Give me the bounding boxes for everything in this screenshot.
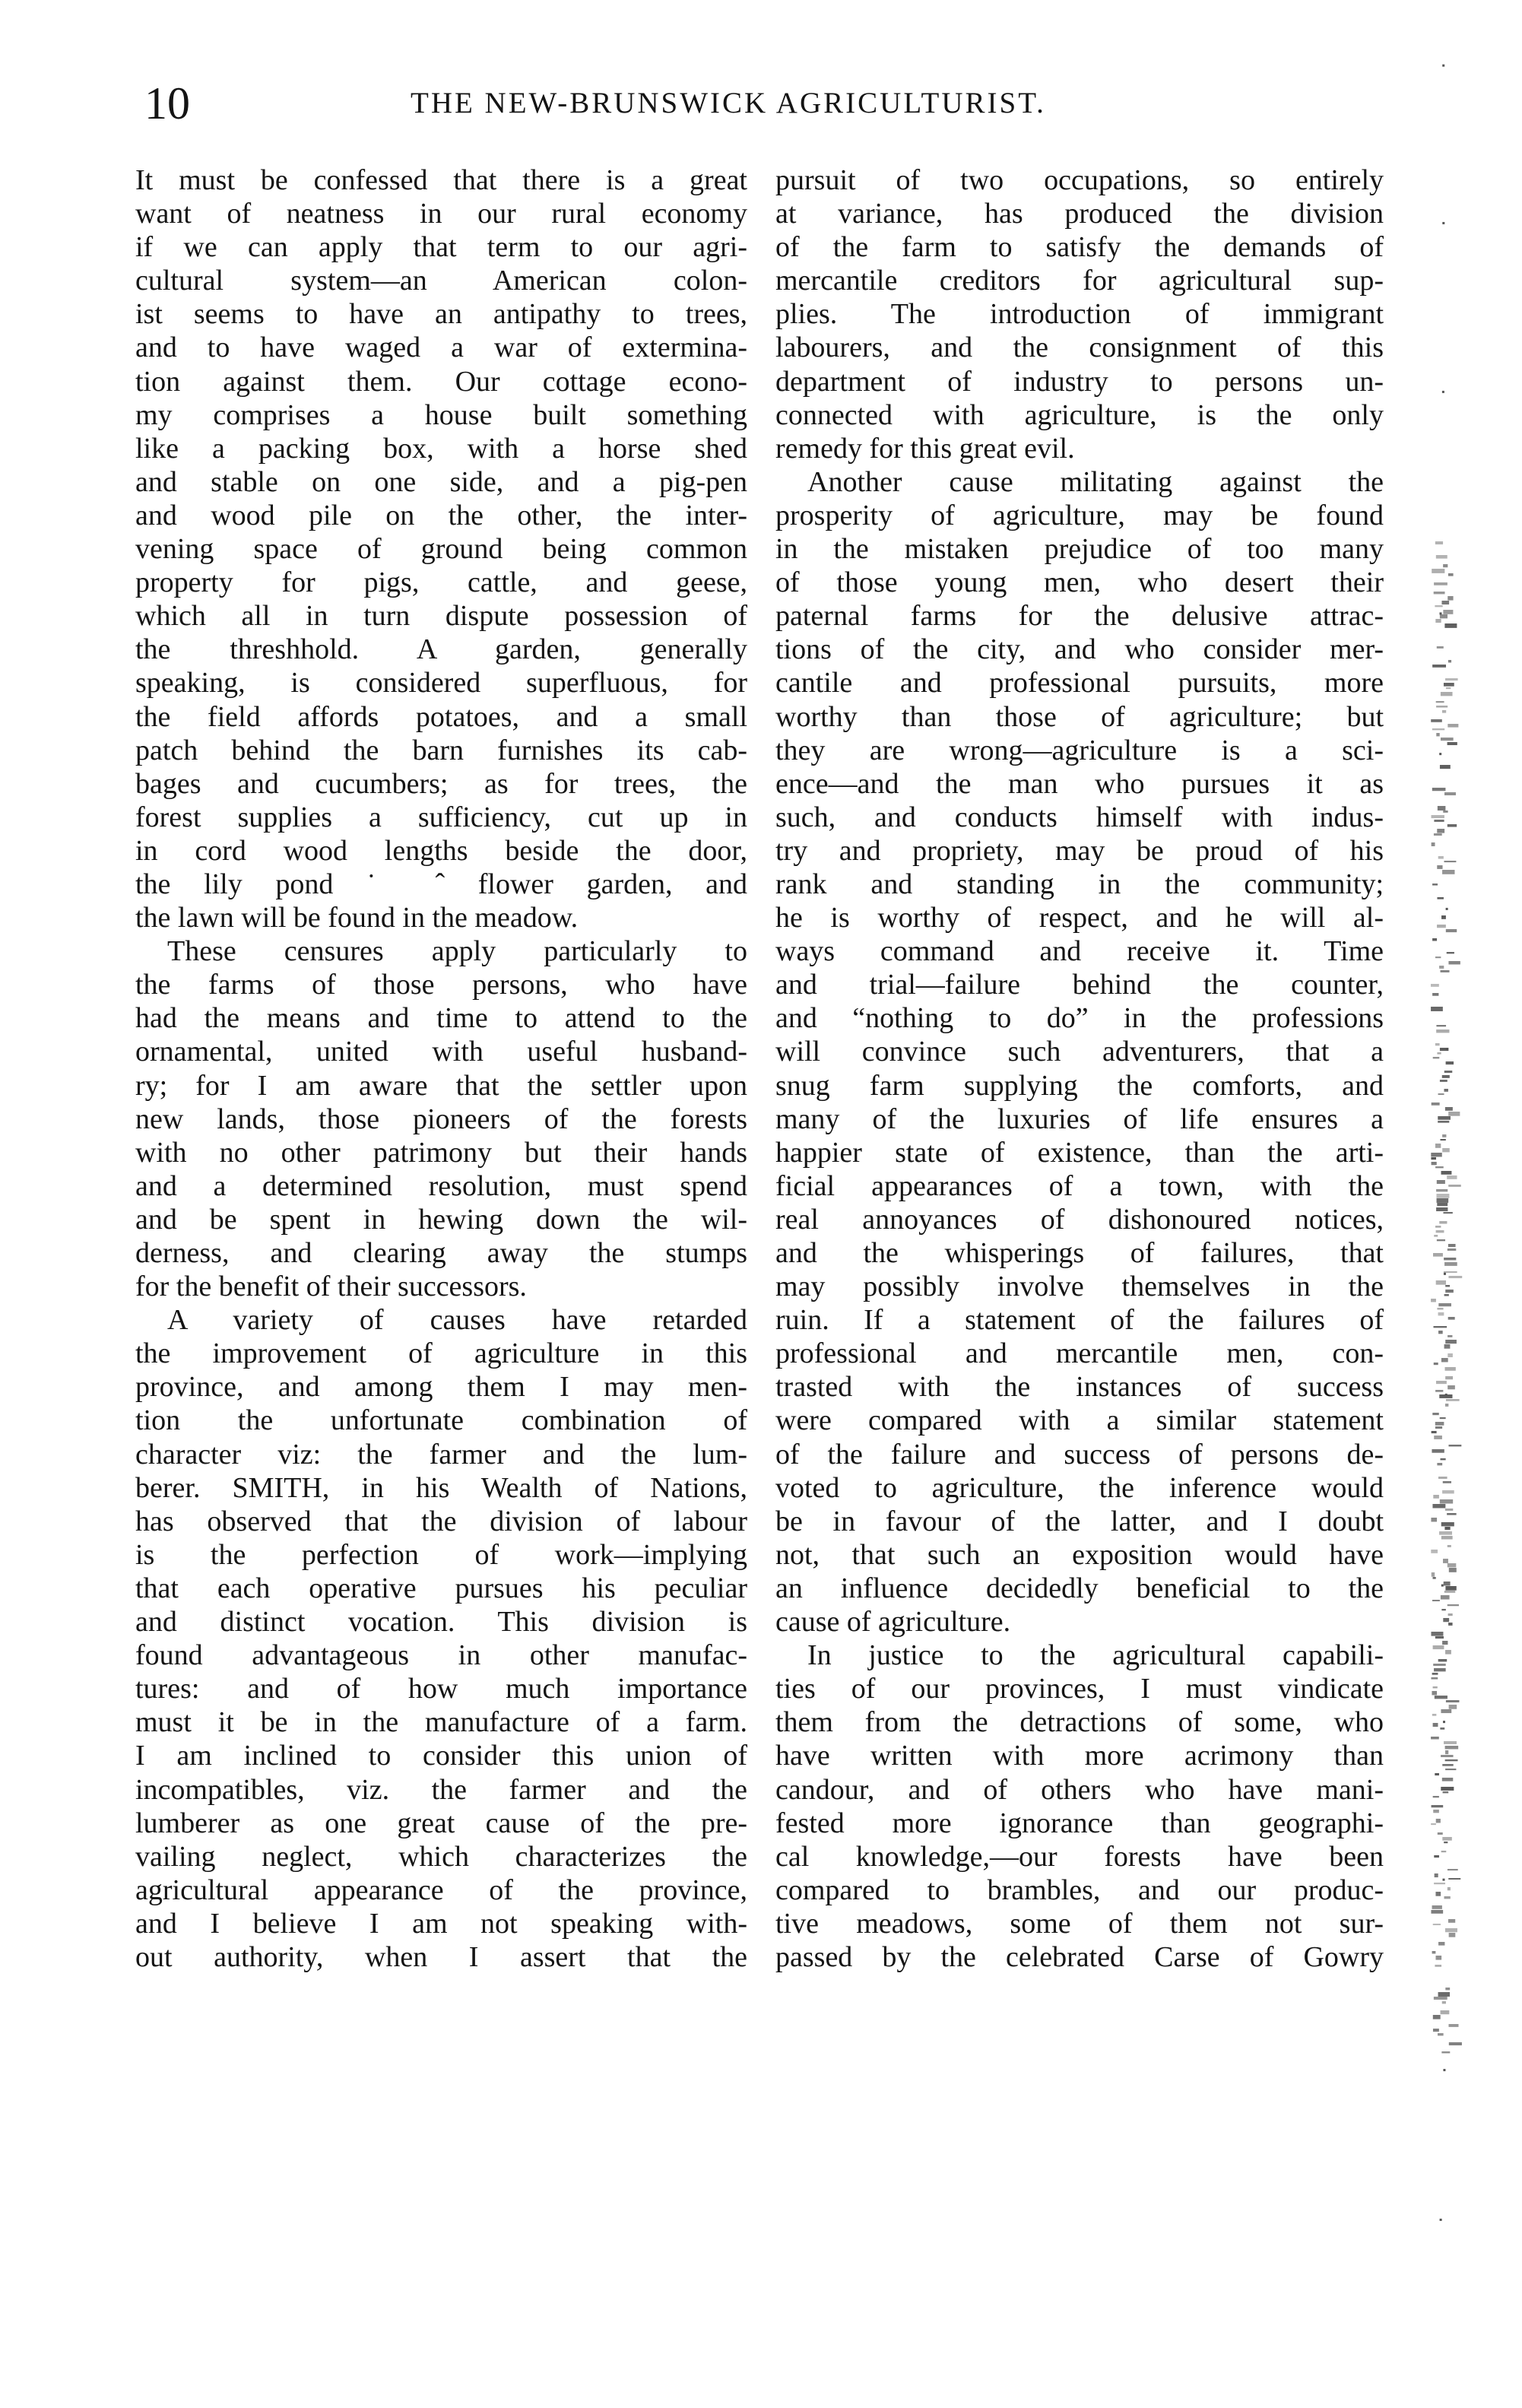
text-line: These censures apply particularly to (167, 935, 747, 968)
text-line: vailing neglect, which characterizes the (135, 1840, 747, 1873)
running-title: THE NEW-BRUNSWICK AGRICULTURIST. (411, 87, 1046, 119)
text-line: out authority, when I assert that the (135, 1940, 747, 1973)
text-line: had the means and time to attend to the (135, 1002, 747, 1035)
text-line: character viz: the farmer and the lum- (135, 1438, 747, 1470)
text-line: cantile and professional pursuits, more (775, 667, 1384, 700)
text-line: tion against them. Our cottage econo- (135, 365, 747, 398)
text-line: such, and conducts himself with indus- (775, 801, 1384, 833)
text-line: speaking, is considered superfluous, for (135, 667, 747, 700)
text-line: remedy for this great evil. (775, 432, 1075, 465)
text-line: ties of our provinces, I must vindicate (775, 1673, 1384, 1705)
text-line: bages and cucumbers; as for trees, the (135, 767, 747, 800)
text-line: and the whisperings of failures, that (775, 1237, 1384, 1269)
text-line: the lily pond ˙ ˆ flower garden, and (135, 868, 747, 900)
text-line: has observed that the division of labour (135, 1505, 747, 1537)
text-line: voted to agriculture, the inference would (775, 1471, 1384, 1504)
text-line: the field affords potatoes, and a small (135, 700, 747, 733)
text-line: Another cause militating against the (807, 465, 1384, 498)
text-line: and wood pile on the other, the inter- (135, 499, 747, 531)
text-line: province, and among them I may men- (135, 1371, 747, 1404)
text-line: incompatibles, viz. the farmer and the (135, 1773, 747, 1806)
text-line: not, that such an exposition would have (775, 1538, 1384, 1571)
page-number: 10 (144, 78, 190, 128)
text-line: ruin. If a statement of the failures of (775, 1304, 1384, 1337)
text-line: that each operative pursues his peculiar (135, 1572, 747, 1604)
text-line: happier state of existence, than the arti- (775, 1136, 1384, 1169)
text-line: tions of the city, and who consider mer- (775, 633, 1384, 666)
text-line: if we can apply that term to our agri- (135, 231, 747, 264)
text-line: they are wrong—agriculture is a sci- (775, 734, 1384, 766)
text-line: ry; for I am aware that the settler upon (135, 1069, 747, 1102)
text-line: connected with agriculture, is the only (775, 398, 1384, 431)
text-line: cal knowledge,—our forests have been (775, 1840, 1384, 1873)
text-line: passed by the celebrated Carse of Gowry (775, 1940, 1384, 1973)
text-line: snug farm supplying the comforts, and (775, 1069, 1384, 1102)
text-line: plies. The introduction of immigrant (775, 298, 1384, 331)
text-line: which all in turn dispute possession of (135, 600, 747, 633)
left-text-column (135, 163, 747, 1974)
text-line: and stable on one side, and a pig-pen (135, 465, 747, 498)
text-line: rank and standing in the community; (775, 868, 1384, 900)
text-line: for the benefit of their successors. (135, 1271, 527, 1303)
text-line: lumberer as one great cause of the pre- (135, 1807, 747, 1839)
text-line: try and propriety, may be proud of his (775, 834, 1384, 867)
text-line: and I believe I am not speaking with- (135, 1907, 747, 1940)
text-line: tive meadows, some of them not sur- (775, 1907, 1384, 1940)
text-line: of those young men, who desert their (775, 566, 1384, 599)
text-line: fested more ignorance than geographi- (775, 1807, 1384, 1839)
text-line: and to have waged a war of extermina- (135, 332, 747, 364)
text-line: real annoyances of dishonoured notices, (775, 1203, 1384, 1236)
text-line: the farms of those persons, who have (135, 969, 747, 1001)
text-line: may possibly involve themselves in the (775, 1271, 1384, 1303)
text-line: I am inclined to consider this union of (135, 1740, 747, 1772)
text-line: In justice to the agricultural capabili- (807, 1639, 1384, 1672)
text-line: and trial—failure behind the counter, (775, 969, 1384, 1001)
text-line: pursuit of two occupations, so entirely (775, 164, 1384, 196)
text-line: ornamental, united with useful husband- (135, 1036, 747, 1068)
text-line: must it be in the manufacture of a farm. (135, 1706, 747, 1739)
text-line: in the mistaken prejudice of too many (775, 533, 1384, 566)
text-line: candour, and of others who have mani- (775, 1773, 1384, 1806)
text-line: will convince such adventurers, that a (775, 1036, 1384, 1068)
text-line: cause of agriculture. (775, 1606, 1011, 1639)
text-line: want of neatness in our rural economy (135, 198, 747, 230)
text-line: my comprises a house built something (135, 398, 747, 431)
text-line: were compared with a similar statement (775, 1404, 1384, 1437)
text-line: of the failure and success of persons de- (775, 1438, 1384, 1470)
text-line: of the farm to satisfy the demands of (775, 231, 1384, 264)
text-line: at variance, has produced the division (775, 198, 1384, 230)
text-line: and be spent in hewing down the wil- (135, 1203, 747, 1236)
text-line: them from the detractions of some, who (775, 1706, 1384, 1739)
text-line: vening space of ground being common (135, 533, 747, 566)
text-line: the improvement of agriculture in this (135, 1337, 747, 1370)
text-line: with no other patrimony but their hands (135, 1136, 747, 1169)
text-line: forest supplies a sufficiency, cut up in (135, 801, 747, 833)
text-line: berer. SMITH, in his Wealth of Nations, (135, 1471, 747, 1504)
text-line: It must be confessed that there is a great (135, 164, 747, 196)
text-line: department of industry to persons un- (775, 365, 1384, 398)
text-line: like a packing box, with a horse shed (135, 432, 747, 465)
text-line: have written with more acrimony than (775, 1740, 1384, 1772)
text-line: and “nothing to do” in the professions (775, 1002, 1384, 1035)
text-line: paternal farms for the delusive attrac- (775, 600, 1384, 633)
text-line: the threshhold. A garden, generally (135, 633, 747, 666)
text-line: labourers, and the consignment of this (775, 332, 1384, 364)
text-line: ficial appearances of a town, with the (775, 1169, 1384, 1202)
text-line: many of the luxuries of life ensures a (775, 1102, 1384, 1135)
text-line: new lands, those pioneers of the forests (135, 1102, 747, 1135)
text-line: mercantile creditors for agricultural sup- (775, 265, 1384, 297)
text-line: agricultural appearance of the province, (135, 1873, 747, 1906)
text-line: worthy than those of agriculture; but (775, 700, 1384, 733)
page-header (144, 73, 1209, 134)
text-line: ist seems to have an antipathy to trees, (135, 298, 747, 331)
text-line: in cord wood lengths beside the door, (135, 834, 747, 867)
text-line: is the perfection of work—implying (135, 1538, 747, 1571)
text-line: derness, and clearing away the stumps (135, 1237, 747, 1269)
text-line: property for pigs, cattle, and geese, (135, 566, 747, 599)
text-line: A variety of causes have retarded (167, 1304, 747, 1337)
text-line: and a determined resolution, must spend (135, 1169, 747, 1202)
text-line: prosperity of agriculture, may be found (775, 499, 1384, 531)
text-line: ways command and receive it. Time (775, 935, 1384, 968)
text-line: be in favour of the latter, and I doubt (775, 1505, 1384, 1537)
text-line: he is worthy of respect, and he will al- (775, 902, 1384, 934)
text-line: professional and mercantile men, con- (775, 1337, 1384, 1370)
page-edge-shadow (1420, 0, 1466, 2408)
text-line: cultural system—an American colon- (135, 265, 747, 297)
text-line: patch behind the barn furnishes its cab- (135, 734, 747, 766)
text-line: tion the unfortunate combination of (135, 1404, 747, 1437)
text-line: trasted with the instances of success (775, 1371, 1384, 1404)
text-line: an influence decidedly beneficial to the (775, 1572, 1384, 1604)
text-line: compared to brambles, and our produc- (775, 1873, 1384, 1906)
text-line: ence—and the man who pursues it as (775, 767, 1384, 800)
right-text-column (775, 163, 1384, 1974)
text-line: found advantageous in other manufac- (135, 1639, 747, 1672)
text-line: the lawn will be found in the meadow. (135, 902, 579, 934)
text-line: and distinct vocation. This division is (135, 1606, 747, 1639)
text-line: tures: and of how much importance (135, 1673, 747, 1705)
